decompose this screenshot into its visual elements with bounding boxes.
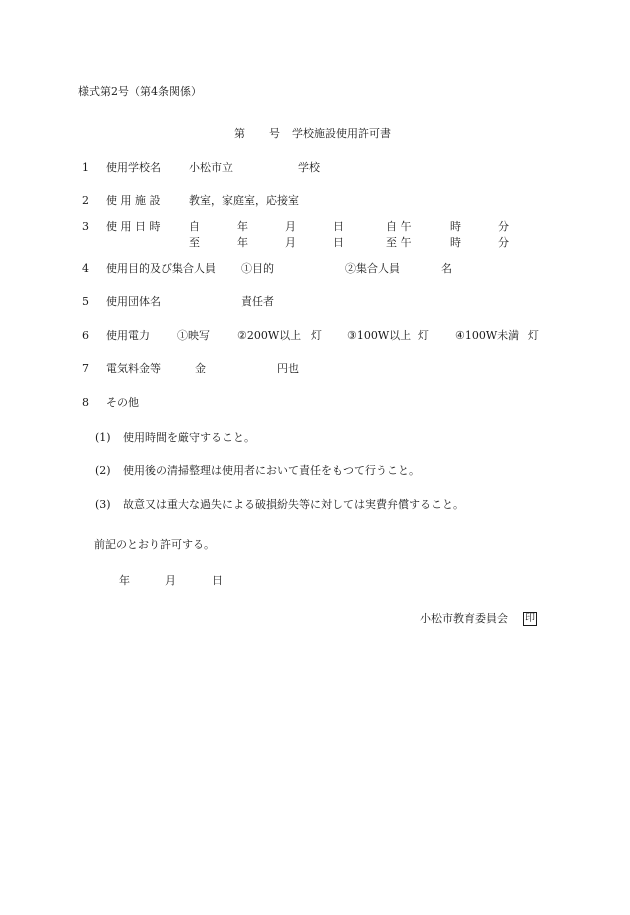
item-7-number: 7 xyxy=(82,362,89,375)
item-3-from-day: 日 xyxy=(333,220,344,233)
item-3-to-hour: 時 xyxy=(450,236,461,249)
item-3-number: 3 xyxy=(82,220,89,233)
item-3-to-year: 年 xyxy=(237,236,248,249)
item-3-to-minute: 分 xyxy=(498,236,509,249)
issuer-name: 小松市教育委員会 xyxy=(420,612,508,625)
item-4-number: 4 xyxy=(82,262,89,275)
item-3-from-minute: 分 xyxy=(498,220,509,233)
note-1-number: (1) xyxy=(95,431,111,444)
item-1-city: 小松市立 xyxy=(189,161,233,174)
item-6-label: 使用電力 xyxy=(106,329,150,342)
item-3-to-day: 日 xyxy=(333,236,344,249)
note-2-text: 使用後の清掃整理は使用者において責任をもつて行うこと。 xyxy=(123,464,420,477)
item-1-number: 1 xyxy=(82,161,89,174)
item-3-to: 至 xyxy=(189,236,200,249)
item-3-from-year: 年 xyxy=(237,220,248,233)
item-4-label: 使用目的及び集合人員 xyxy=(106,262,216,275)
title-dai: 第 xyxy=(234,127,245,140)
page-title: 学校施設使用許可書 xyxy=(292,127,391,140)
item-6-option-4-lamp: 灯 xyxy=(528,329,539,342)
date-day: 日 xyxy=(212,574,223,587)
item-3-to-ampm: 至 午 xyxy=(386,236,412,249)
note-1-text: 使用時間を厳守すること。 xyxy=(123,431,255,444)
item-6-option-2: ②200W以上 xyxy=(237,329,302,342)
note-2-number: (2) xyxy=(95,464,111,477)
item-4-unit: 名 xyxy=(441,262,452,275)
item-8-number: 8 xyxy=(82,396,89,409)
item-3-from-month: 月 xyxy=(285,220,296,233)
item-7-kin: 金 xyxy=(195,362,206,375)
item-3-to-month: 月 xyxy=(285,236,296,249)
note-3-text: 故意又は重大な過失による破損紛失等に対しては実費弁償すること。 xyxy=(123,498,464,511)
date-month: 月 xyxy=(165,574,176,587)
item-6-option-1: ①映写 xyxy=(177,329,210,342)
title-go: 号 xyxy=(269,127,280,140)
form-label: 様式第2号（第4条関係） xyxy=(78,85,202,98)
item-6-option-4: ④100W未満 xyxy=(455,329,520,342)
item-5-responsible: 責任者 xyxy=(241,295,274,308)
permission-text: 前記のとおり許可する。 xyxy=(94,538,215,551)
item-3-from-hour: 時 xyxy=(450,220,461,233)
item-3-from: 自 xyxy=(189,220,200,233)
item-2-number: 2 xyxy=(82,194,89,207)
item-1-label: 使用学校名 xyxy=(106,161,161,174)
item-4-purpose: ①目的 xyxy=(241,262,274,275)
item-5-label: 使用団体名 xyxy=(106,295,161,308)
item-2-value: 教室，家庭室，応接室 xyxy=(189,194,299,207)
item-7-label: 電気料金等 xyxy=(106,362,161,375)
item-6-option-3-lamp: 灯 xyxy=(418,329,429,342)
item-3-label: 使 用 日 時 xyxy=(106,220,161,233)
item-8-label: その他 xyxy=(106,396,139,409)
item-2-label: 使 用 施 設 xyxy=(106,194,161,207)
item-6-number: 6 xyxy=(82,329,89,342)
item-7-yen: 円也 xyxy=(277,362,299,375)
note-3-number: (3) xyxy=(95,498,111,511)
seal-stamp: 印 xyxy=(525,613,535,624)
item-6-option-3: ③100W以上 xyxy=(347,329,412,342)
item-6-option-2-lamp: 灯 xyxy=(311,329,322,342)
item-5-number: 5 xyxy=(82,295,89,308)
item-3-from-ampm: 自 午 xyxy=(386,220,412,233)
item-1-school: 学校 xyxy=(298,161,320,174)
date-year: 年 xyxy=(119,574,130,587)
item-4-people: ②集合人員 xyxy=(345,262,400,275)
